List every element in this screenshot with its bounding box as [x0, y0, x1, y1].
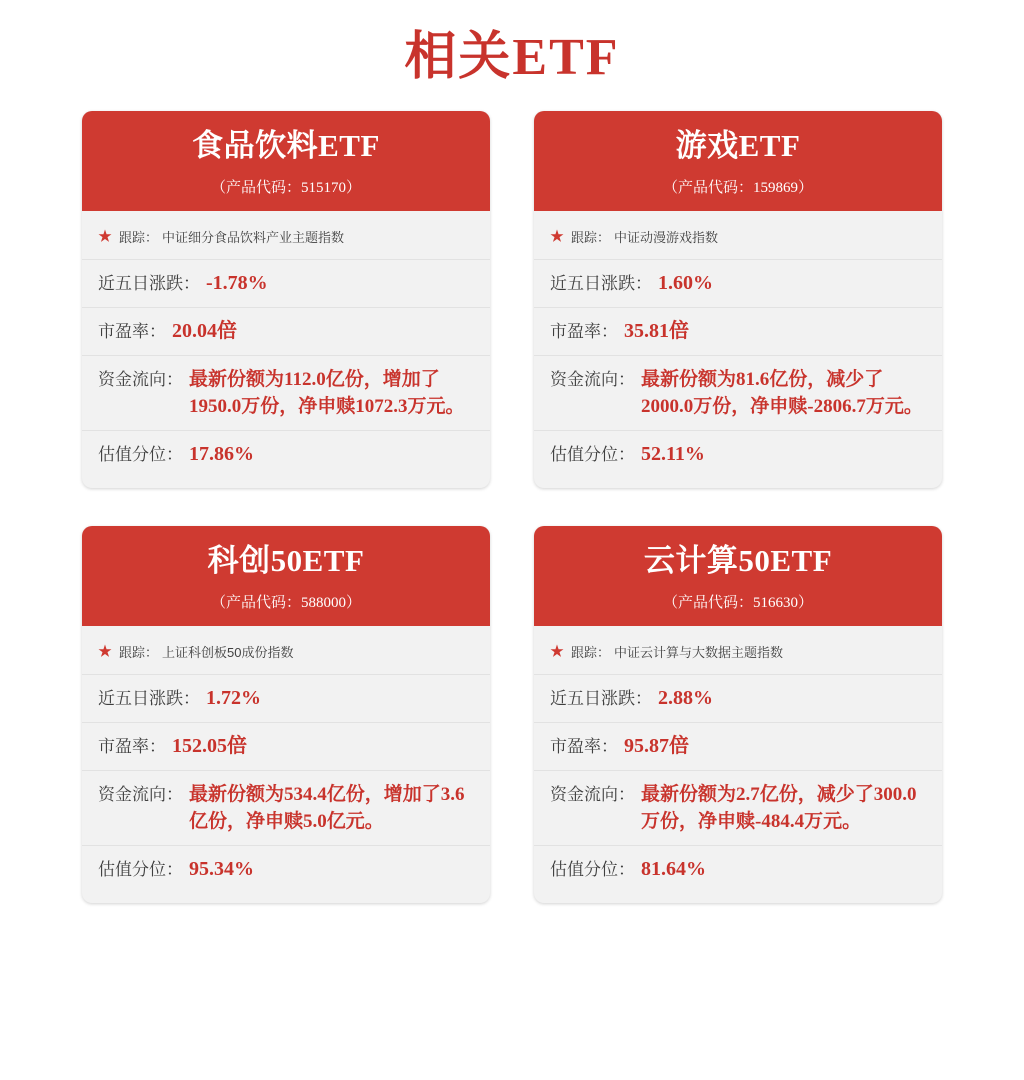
etf-card-grid	[0, 111, 1024, 903]
etf-valuation-row	[82, 431, 490, 478]
etf-pe-row	[534, 723, 942, 771]
etf-card-header	[82, 111, 490, 211]
pe-label: 市盈率：	[98, 736, 166, 756]
etf-name: 科创50ETF	[207, 542, 365, 578]
etf-card-header	[82, 526, 490, 626]
etf-track-row	[534, 215, 942, 260]
etf-flow-row	[82, 771, 490, 846]
etf-flow-row	[534, 356, 942, 431]
track-value: 中证动漫游戏指数	[614, 229, 719, 245]
valuation-label: 估值分位：	[550, 444, 635, 464]
valuation-value: 52.11%	[641, 442, 705, 465]
five-day-label: 近五日涨跌：	[550, 273, 652, 293]
valuation-label: 估值分位：	[550, 859, 635, 879]
etf-card-body	[82, 626, 490, 903]
etf-track-row	[534, 630, 942, 675]
etf-valuation-row	[82, 846, 490, 893]
etf-card-header	[534, 526, 942, 626]
etf-card-body	[534, 626, 942, 903]
pe-label: 市盈率：	[98, 321, 166, 341]
etf-five-day-row	[82, 260, 490, 308]
etf-pe-row	[534, 308, 942, 356]
etf-track-row	[82, 630, 490, 675]
etf-name: 游戏ETF	[675, 128, 801, 163]
valuation-value: 17.86%	[189, 442, 254, 465]
etf-five-day-row	[534, 260, 942, 308]
star-icon: ★	[550, 229, 564, 245]
etf-card[interactable]	[82, 111, 490, 488]
etf-code: （产品代码：588000）	[210, 594, 361, 611]
etf-flow-row	[82, 356, 490, 431]
track-label: 跟踪：	[119, 644, 159, 660]
five-day-value: 1.72%	[206, 686, 261, 709]
flow-label: 资金流向：	[550, 369, 635, 389]
pe-value: 35.81倍	[624, 319, 689, 342]
valuation-value: 95.34%	[189, 857, 254, 880]
etf-pe-row	[82, 308, 490, 356]
flow-value: 最新份额为2.7亿份，减少了300.0万份，净申赎-484.4万元。	[641, 783, 917, 832]
etf-name: 云计算50ETF	[643, 542, 833, 578]
etf-name: 食品饮料ETF	[192, 128, 380, 163]
five-day-label: 近五日涨跌：	[98, 688, 200, 708]
etf-card-header	[534, 111, 942, 211]
etf-five-day-row	[534, 675, 942, 723]
star-icon: ★	[98, 229, 112, 245]
flow-label: 资金流向：	[98, 784, 183, 804]
etf-card[interactable]	[82, 526, 490, 903]
pe-label: 市盈率：	[550, 736, 618, 756]
valuation-value: 81.64%	[641, 857, 706, 880]
star-icon: ★	[98, 644, 112, 660]
five-day-value: 2.88%	[658, 686, 713, 709]
flow-value: 最新份额为112.0亿份，增加了1950.0万份，净申赎1072.3万元。	[189, 368, 465, 417]
five-day-value: 1.60%	[658, 271, 713, 294]
etf-flow-row	[534, 771, 942, 846]
five-day-value: -1.78%	[206, 271, 268, 294]
etf-valuation-row	[534, 431, 942, 478]
star-icon: ★	[550, 644, 564, 660]
etf-card[interactable]	[534, 111, 942, 488]
etf-code: （产品代码：515170）	[210, 179, 361, 196]
track-value: 中证云计算与大数据主题指数	[614, 644, 784, 660]
track-label: 跟踪：	[571, 229, 611, 245]
etf-valuation-row	[534, 846, 942, 893]
etf-five-day-row	[82, 675, 490, 723]
pe-value: 95.87倍	[624, 734, 689, 757]
track-label: 跟踪：	[119, 229, 159, 245]
etf-code: （产品代码：516630）	[662, 594, 813, 611]
pe-label: 市盈率：	[550, 321, 618, 341]
pe-value: 152.05倍	[172, 734, 247, 757]
track-label: 跟踪：	[571, 644, 611, 660]
etf-pe-row	[82, 723, 490, 771]
etf-card-body	[82, 211, 490, 488]
valuation-label: 估值分位：	[98, 444, 183, 464]
etf-card[interactable]	[534, 526, 942, 903]
five-day-label: 近五日涨跌：	[98, 273, 200, 293]
flow-value: 最新份额为81.6亿份，减少了2000.0万份，净申赎-2806.7万元。	[641, 368, 923, 417]
flow-value: 最新份额为534.4亿份，增加了3.6亿份，净申赎5.0亿元。	[189, 783, 465, 832]
pe-value: 20.04倍	[172, 319, 237, 342]
etf-track-row	[82, 215, 490, 260]
valuation-label: 估值分位：	[98, 859, 183, 879]
etf-card-body	[534, 211, 942, 488]
track-value: 中证细分食品饮料产业主题指数	[162, 229, 345, 245]
etf-code: （产品代码：159869）	[662, 179, 813, 196]
flow-label: 资金流向：	[98, 369, 183, 389]
page-title: 相关ETF	[404, 29, 620, 86]
flow-label: 资金流向：	[550, 784, 635, 804]
five-day-label: 近五日涨跌：	[550, 688, 652, 708]
track-value: 上证科创板50成份指数	[162, 644, 294, 660]
